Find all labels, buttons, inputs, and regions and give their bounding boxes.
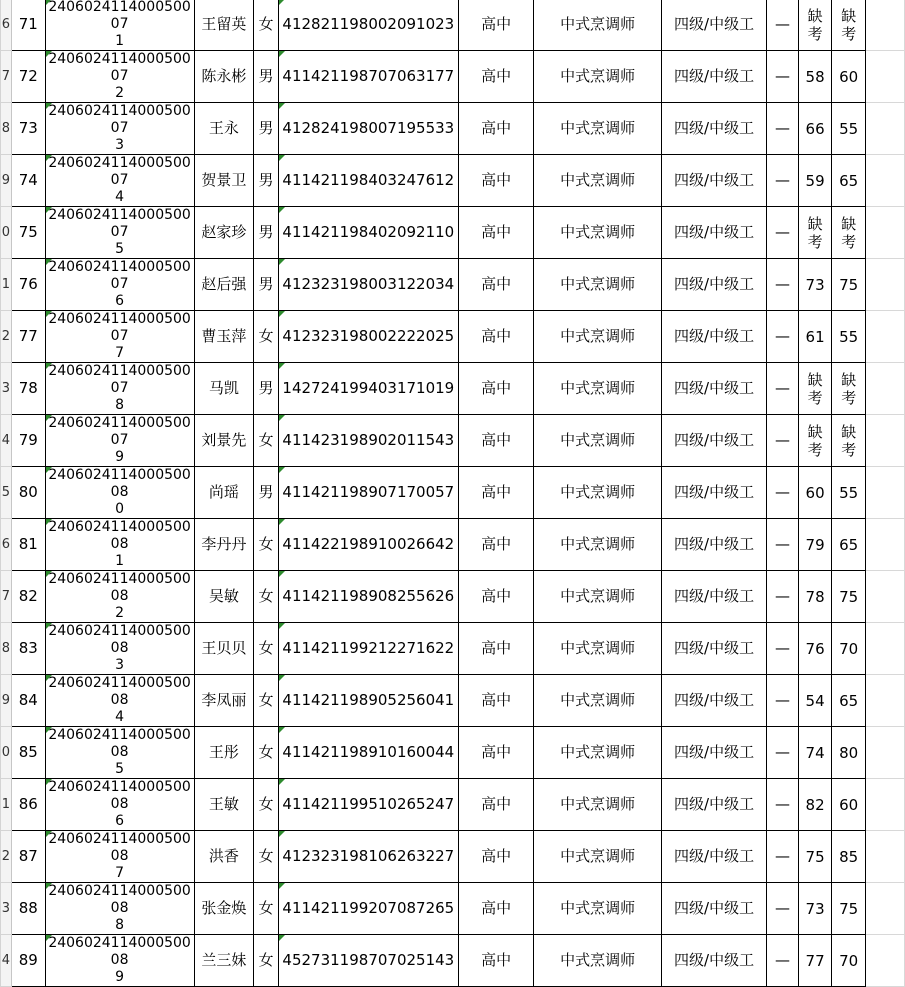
table-row (1, 207, 905, 259)
education-cell[interactable]: 高中 (458, 935, 534, 987)
occupation-cell[interactable]: 中式烹调师 (534, 467, 662, 519)
table-row (1, 779, 905, 831)
seq-number-cell[interactable]: 71 (11, 0, 45, 51)
table-row (1, 415, 905, 467)
row-header[interactable]: 8 (1, 103, 12, 155)
seq-number-cell[interactable]: 75 (11, 207, 45, 259)
empty-cell[interactable] (866, 51, 905, 103)
id-card-cell[interactable]: 452731198707025143 (278, 935, 458, 987)
seq-number-cell[interactable]: 79 (11, 415, 45, 467)
gender-cell[interactable]: 女 (254, 311, 279, 363)
table-row (1, 883, 905, 935)
seq-number-cell[interactable]: 89 (11, 935, 45, 987)
name-cell[interactable]: 曹玉萍 (194, 311, 254, 363)
dash-cell[interactable]: — (767, 0, 799, 51)
occupation-cell[interactable]: 中式烹调师 (534, 883, 662, 935)
occupation-cell[interactable]: 中式烹调师 (534, 259, 662, 311)
empty-cell[interactable] (866, 207, 905, 259)
level-cell[interactable]: 四级/中级工 (661, 571, 766, 623)
row-header[interactable]: 1 (1, 259, 12, 311)
dash-cell[interactable]: — (767, 415, 799, 467)
name-cell[interactable]: 王留英 (194, 0, 254, 51)
gender-cell[interactable]: 女 (254, 935, 279, 987)
gender-cell[interactable]: 女 (254, 0, 279, 51)
name-cell[interactable]: 刘景先 (194, 415, 254, 467)
id-card-cell[interactable]: 411421198905256041 (278, 675, 458, 727)
gender-cell[interactable]: 男 (254, 155, 279, 207)
theory-score-cell[interactable]: 75 (798, 831, 832, 883)
gender-cell[interactable]: 女 (254, 779, 279, 831)
education-cell[interactable]: 高中 (458, 883, 534, 935)
gender-cell[interactable]: 女 (254, 571, 279, 623)
exam-id-cell[interactable]: 240602411400050007 8 (45, 363, 194, 415)
exam-id-cell[interactable]: 240602411400050008 9 (45, 935, 194, 987)
level-cell[interactable]: 四级/中级工 (661, 623, 766, 675)
theory-score-cell[interactable]: 缺 考 (798, 0, 832, 51)
id-card-cell[interactable]: 411423198902011543 (278, 415, 458, 467)
empty-cell[interactable] (866, 415, 905, 467)
occupation-cell[interactable]: 中式烹调师 (534, 103, 662, 155)
dash-cell[interactable]: — (767, 935, 799, 987)
gender-cell[interactable]: 女 (254, 727, 279, 779)
table-row (1, 519, 905, 571)
exam-id-cell[interactable]: 240602411400050008 5 (45, 727, 194, 779)
practice-score-cell[interactable]: 缺 考 (832, 207, 866, 259)
exam-id-cell[interactable]: 240602411400050008 4 (45, 675, 194, 727)
empty-cell[interactable] (866, 623, 905, 675)
seq-number-cell[interactable]: 86 (11, 779, 45, 831)
row-header[interactable]: 4 (1, 415, 12, 467)
name-cell[interactable]: 王敏 (194, 779, 254, 831)
row-header[interactable]: 2 (1, 311, 12, 363)
dash-cell[interactable]: — (767, 467, 799, 519)
theory-score-cell[interactable]: 61 (798, 311, 832, 363)
name-cell[interactable]: 王永 (194, 103, 254, 155)
theory-score-cell[interactable]: 74 (798, 727, 832, 779)
seq-number-cell[interactable]: 83 (11, 623, 45, 675)
dash-cell[interactable]: — (767, 155, 799, 207)
education-cell[interactable]: 高中 (458, 311, 534, 363)
level-cell[interactable]: 四级/中级工 (661, 675, 766, 727)
table-row (1, 155, 905, 207)
table-row (1, 571, 905, 623)
row-header[interactable]: 0 (1, 207, 12, 259)
gender-cell[interactable]: 女 (254, 623, 279, 675)
gender-cell[interactable]: 女 (254, 831, 279, 883)
id-card-cell[interactable]: 412824198007195533 (278, 103, 458, 155)
occupation-cell[interactable]: 中式烹调师 (534, 571, 662, 623)
level-cell[interactable]: 四级/中级工 (661, 883, 766, 935)
empty-cell[interactable] (866, 155, 905, 207)
occupation-cell[interactable]: 中式烹调师 (534, 675, 662, 727)
gender-cell[interactable]: 女 (254, 519, 279, 571)
row-header[interactable]: 9 (1, 155, 12, 207)
practice-score-cell[interactable]: 75 (832, 571, 866, 623)
theory-score-cell[interactable]: 60 (798, 467, 832, 519)
dash-cell[interactable]: — (767, 727, 799, 779)
practice-score-cell[interactable]: 70 (832, 623, 866, 675)
theory-score-cell[interactable]: 79 (798, 519, 832, 571)
theory-score-cell[interactable]: 缺 考 (798, 363, 832, 415)
name-cell[interactable]: 尚瑶 (194, 467, 254, 519)
dash-cell[interactable]: — (767, 207, 799, 259)
education-cell[interactable]: 高中 (458, 519, 534, 571)
practice-score-cell[interactable]: 55 (832, 467, 866, 519)
name-cell[interactable]: 马凯 (194, 363, 254, 415)
gender-cell[interactable]: 男 (254, 259, 279, 311)
exam-id-cell[interactable]: 240602411400050007 4 (45, 155, 194, 207)
id-card-cell[interactable]: 412821198002091023 (278, 0, 458, 51)
dash-cell[interactable]: — (767, 363, 799, 415)
theory-score-cell[interactable]: 78 (798, 571, 832, 623)
occupation-cell[interactable]: 中式烹调师 (534, 623, 662, 675)
seq-number-cell[interactable]: 87 (11, 831, 45, 883)
gender-cell[interactable]: 女 (254, 675, 279, 727)
education-cell[interactable]: 高中 (458, 207, 534, 259)
dash-cell[interactable]: — (767, 623, 799, 675)
theory-score-cell[interactable]: 73 (798, 259, 832, 311)
dash-cell[interactable]: — (767, 259, 799, 311)
table-row (1, 103, 905, 155)
education-cell[interactable]: 高中 (458, 51, 534, 103)
practice-score-cell[interactable]: 65 (832, 519, 866, 571)
name-cell[interactable]: 李丹丹 (194, 519, 254, 571)
exam-id-cell[interactable]: 240602411400050007 1 (45, 0, 194, 51)
id-card-cell[interactable]: 142724199403171019 (278, 363, 458, 415)
practice-score-cell[interactable]: 85 (832, 831, 866, 883)
occupation-cell[interactable]: 中式烹调师 (534, 51, 662, 103)
exam-id-cell[interactable]: 240602411400050008 1 (45, 519, 194, 571)
exam-id-cell[interactable]: 240602411400050008 2 (45, 571, 194, 623)
level-cell[interactable]: 四级/中级工 (661, 51, 766, 103)
seq-number-cell[interactable]: 80 (11, 467, 45, 519)
occupation-cell[interactable]: 中式烹调师 (534, 0, 662, 51)
theory-score-cell[interactable]: 58 (798, 51, 832, 103)
empty-cell[interactable] (866, 259, 905, 311)
exam-id-cell[interactable]: 240602411400050008 7 (45, 831, 194, 883)
empty-cell[interactable] (866, 467, 905, 519)
level-cell[interactable]: 四级/中级工 (661, 0, 766, 51)
seq-number-cell[interactable]: 81 (11, 519, 45, 571)
row-header[interactable]: 1 (1, 779, 12, 831)
name-cell[interactable]: 李凤丽 (194, 675, 254, 727)
empty-cell[interactable] (866, 311, 905, 363)
practice-score-cell[interactable]: 缺 考 (832, 415, 866, 467)
seq-number-cell[interactable]: 82 (11, 571, 45, 623)
occupation-cell[interactable]: 中式烹调师 (534, 363, 662, 415)
level-cell[interactable]: 四级/中级工 (661, 935, 766, 987)
education-cell[interactable]: 高中 (458, 467, 534, 519)
table-row (1, 467, 905, 519)
name-cell[interactable]: 贺景卫 (194, 155, 254, 207)
level-cell[interactable]: 四级/中级工 (661, 103, 766, 155)
level-cell[interactable]: 四级/中级工 (661, 207, 766, 259)
empty-cell[interactable] (866, 883, 905, 935)
theory-score-cell[interactable]: 76 (798, 623, 832, 675)
education-cell[interactable]: 高中 (458, 259, 534, 311)
row-header[interactable]: 3 (1, 883, 12, 935)
education-cell[interactable]: 高中 (458, 779, 534, 831)
education-cell[interactable]: 高中 (458, 155, 534, 207)
name-cell[interactable]: 吴敏 (194, 571, 254, 623)
gender-cell[interactable]: 男 (254, 467, 279, 519)
education-cell[interactable]: 高中 (458, 623, 534, 675)
theory-score-cell[interactable]: 82 (798, 779, 832, 831)
table-body (1, 0, 905, 987)
empty-cell[interactable] (866, 0, 905, 51)
id-card-cell[interactable]: 412323198003122034 (278, 259, 458, 311)
empty-cell[interactable] (866, 935, 905, 987)
id-card-cell[interactable]: 411421198402092110 (278, 207, 458, 259)
table-row (1, 0, 905, 51)
gender-cell[interactable]: 女 (254, 883, 279, 935)
theory-score-cell[interactable]: 73 (798, 883, 832, 935)
occupation-cell[interactable]: 中式烹调师 (534, 935, 662, 987)
exam-id-cell[interactable]: 240602411400050007 2 (45, 51, 194, 103)
dash-cell[interactable]: — (767, 831, 799, 883)
practice-score-cell[interactable]: 缺 考 (832, 0, 866, 51)
row-header[interactable]: 5 (1, 467, 12, 519)
name-cell[interactable]: 王彤 (194, 727, 254, 779)
theory-score-cell[interactable]: 59 (798, 155, 832, 207)
empty-cell[interactable] (866, 779, 905, 831)
practice-score-cell[interactable]: 55 (832, 311, 866, 363)
row-header[interactable]: 2 (1, 831, 12, 883)
empty-cell[interactable] (866, 103, 905, 155)
seq-number-cell[interactable]: 84 (11, 675, 45, 727)
row-header[interactable]: 6 (1, 519, 12, 571)
theory-score-cell[interactable]: 66 (798, 103, 832, 155)
table-row (1, 311, 905, 363)
practice-score-cell[interactable]: 缺 考 (832, 363, 866, 415)
education-cell[interactable]: 高中 (458, 571, 534, 623)
occupation-cell[interactable]: 中式烹调师 (534, 207, 662, 259)
id-card-cell[interactable]: 411421199207087265 (278, 883, 458, 935)
row-header[interactable]: 3 (1, 363, 12, 415)
row-header[interactable]: 0 (1, 727, 12, 779)
occupation-cell[interactable]: 中式烹调师 (534, 779, 662, 831)
empty-cell[interactable] (866, 363, 905, 415)
exam-id-cell[interactable]: 240602411400050007 5 (45, 207, 194, 259)
exam-id-cell[interactable]: 240602411400050008 8 (45, 883, 194, 935)
id-card-cell[interactable]: 411421198707063177 (278, 51, 458, 103)
gender-cell[interactable]: 男 (254, 103, 279, 155)
theory-score-cell[interactable]: 54 (798, 675, 832, 727)
id-card-cell[interactable]: 412323198106263227 (278, 831, 458, 883)
occupation-cell[interactable]: 中式烹调师 (534, 415, 662, 467)
empty-cell[interactable] (866, 519, 905, 571)
exam-id-cell[interactable]: 240602411400050007 9 (45, 415, 194, 467)
id-card-cell[interactable]: 411421198907170057 (278, 467, 458, 519)
row-header[interactable]: 8 (1, 623, 12, 675)
seq-number-cell[interactable]: 76 (11, 259, 45, 311)
id-card-cell[interactable]: 411421198403247612 (278, 155, 458, 207)
name-cell[interactable]: 赵后强 (194, 259, 254, 311)
education-cell[interactable]: 高中 (458, 103, 534, 155)
dash-cell[interactable]: — (767, 311, 799, 363)
table-row (1, 259, 905, 311)
practice-score-cell[interactable]: 65 (832, 675, 866, 727)
level-cell[interactable]: 四级/中级工 (661, 831, 766, 883)
name-cell[interactable]: 兰三妹 (194, 935, 254, 987)
table-row (1, 623, 905, 675)
level-cell[interactable]: 四级/中级工 (661, 155, 766, 207)
gender-cell[interactable]: 女 (254, 415, 279, 467)
seq-number-cell[interactable]: 88 (11, 883, 45, 935)
practice-score-cell[interactable]: 70 (832, 935, 866, 987)
occupation-cell[interactable]: 中式烹调师 (534, 727, 662, 779)
row-header[interactable]: 7 (1, 51, 12, 103)
seq-number-cell[interactable]: 85 (11, 727, 45, 779)
education-cell[interactable]: 高中 (458, 415, 534, 467)
level-cell[interactable]: 四级/中级工 (661, 727, 766, 779)
education-cell[interactable]: 高中 (458, 0, 534, 51)
row-header[interactable]: 9 (1, 675, 12, 727)
row-header[interactable]: 7 (1, 571, 12, 623)
occupation-cell[interactable]: 中式烹调师 (534, 155, 662, 207)
dash-cell[interactable]: — (767, 51, 799, 103)
name-cell[interactable]: 洪香 (194, 831, 254, 883)
practice-score-cell[interactable]: 55 (832, 103, 866, 155)
dash-cell[interactable]: — (767, 519, 799, 571)
seq-number-cell[interactable]: 74 (11, 155, 45, 207)
id-card-cell[interactable]: 411421199212271622 (278, 623, 458, 675)
exam-id-cell[interactable]: 240602411400050008 3 (45, 623, 194, 675)
education-cell[interactable]: 高中 (458, 363, 534, 415)
id-card-cell[interactable]: 411421199510265247 (278, 779, 458, 831)
theory-score-cell[interactable]: 缺 考 (798, 415, 832, 467)
seq-number-cell[interactable]: 73 (11, 103, 45, 155)
gender-cell[interactable]: 男 (254, 363, 279, 415)
dash-cell[interactable]: — (767, 779, 799, 831)
exam-id-cell[interactable]: 240602411400050007 6 (45, 259, 194, 311)
occupation-cell[interactable]: 中式烹调师 (534, 311, 662, 363)
table-row (1, 363, 905, 415)
name-cell[interactable]: 陈永彬 (194, 51, 254, 103)
table-row (1, 831, 905, 883)
name-cell[interactable]: 张金焕 (194, 883, 254, 935)
theory-score-cell[interactable]: 77 (798, 935, 832, 987)
row-header[interactable]: 4 (1, 935, 12, 987)
empty-cell[interactable] (866, 831, 905, 883)
table-row (1, 935, 905, 987)
seq-number-cell[interactable]: 78 (11, 363, 45, 415)
id-card-cell[interactable]: 412323198002222025 (278, 311, 458, 363)
level-cell[interactable]: 四级/中级工 (661, 415, 766, 467)
exam-id-cell[interactable]: 240602411400050008 0 (45, 467, 194, 519)
education-cell[interactable]: 高中 (458, 831, 534, 883)
practice-score-cell[interactable]: 65 (832, 155, 866, 207)
exam-id-cell[interactable]: 240602411400050008 6 (45, 779, 194, 831)
table-row (1, 727, 905, 779)
level-cell[interactable]: 四级/中级工 (661, 363, 766, 415)
row-header[interactable]: 6 (1, 0, 12, 51)
seq-number-cell[interactable]: 77 (11, 311, 45, 363)
practice-score-cell[interactable]: 75 (832, 259, 866, 311)
name-cell[interactable]: 王贝贝 (194, 623, 254, 675)
gender-cell[interactable]: 男 (254, 51, 279, 103)
dash-cell[interactable]: — (767, 103, 799, 155)
dash-cell[interactable]: — (767, 883, 799, 935)
exam-id-cell[interactable]: 240602411400050007 7 (45, 311, 194, 363)
occupation-cell[interactable]: 中式烹调师 (534, 519, 662, 571)
id-card-cell[interactable]: 411422198910026642 (278, 519, 458, 571)
education-cell[interactable]: 高中 (458, 675, 534, 727)
gender-cell[interactable]: 男 (254, 207, 279, 259)
level-cell[interactable]: 四级/中级工 (661, 259, 766, 311)
table-row (1, 675, 905, 727)
practice-score-cell[interactable]: 80 (832, 727, 866, 779)
dash-cell[interactable]: — (767, 675, 799, 727)
seq-number-cell[interactable]: 72 (11, 51, 45, 103)
id-card-cell[interactable]: 411421198910160044 (278, 727, 458, 779)
level-cell[interactable]: 四级/中级工 (661, 519, 766, 571)
empty-cell[interactable] (866, 571, 905, 623)
level-cell[interactable]: 四级/中级工 (661, 467, 766, 519)
name-cell[interactable]: 赵家珍 (194, 207, 254, 259)
theory-score-cell[interactable]: 缺 考 (798, 207, 832, 259)
practice-score-cell[interactable]: 60 (832, 779, 866, 831)
practice-score-cell[interactable]: 60 (832, 51, 866, 103)
table-row (1, 51, 905, 103)
exam-id-cell[interactable]: 240602411400050007 3 (45, 103, 194, 155)
level-cell[interactable]: 四级/中级工 (661, 311, 766, 363)
education-cell[interactable]: 高中 (458, 727, 534, 779)
id-card-cell[interactable]: 411421198908255626 (278, 571, 458, 623)
practice-score-cell[interactable]: 75 (832, 883, 866, 935)
empty-cell[interactable] (866, 675, 905, 727)
dash-cell[interactable]: — (767, 571, 799, 623)
occupation-cell[interactable]: 中式烹调师 (534, 831, 662, 883)
empty-cell[interactable] (866, 727, 905, 779)
level-cell[interactable]: 四级/中级工 (661, 779, 766, 831)
